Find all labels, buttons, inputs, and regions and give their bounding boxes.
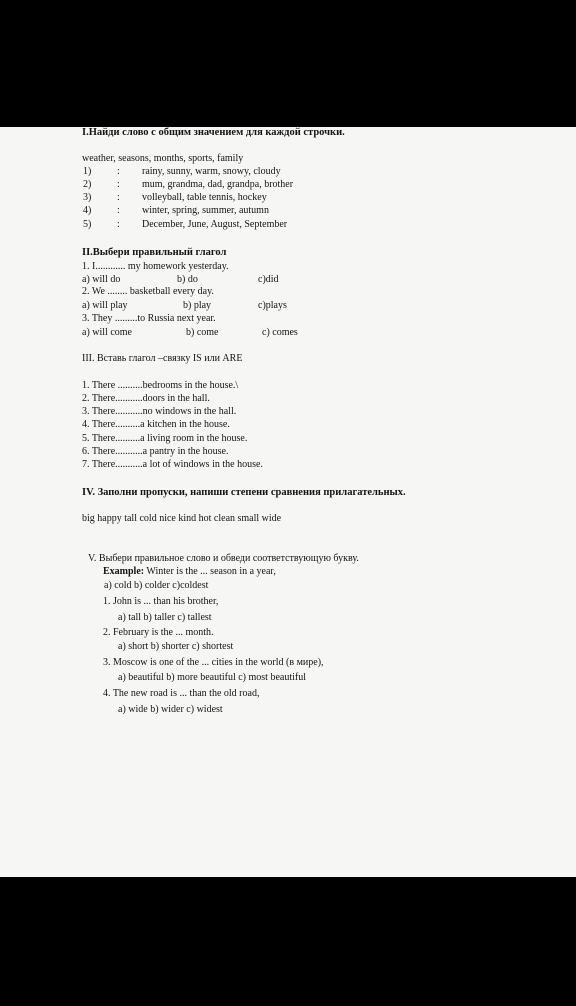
row-number: 1) [83, 166, 92, 177]
option-c: c)plays [258, 300, 287, 311]
list-item: 1. There ..........bedrooms in the house.\ [82, 380, 239, 391]
row-text: mum, grandma, dad, grandpa, brother [142, 179, 294, 190]
option-a: a) will do [82, 274, 121, 285]
row-number: 4) [83, 205, 92, 216]
question-text: 1. John is ... than his brother, [103, 596, 219, 607]
question-text: 3. Moscow is one of the ... cities in the world (в мире), [103, 657, 324, 668]
example-label: Example: [103, 566, 145, 577]
row-number: 2) [83, 179, 92, 190]
question-text: 2. We ........ basketball every day. [82, 286, 214, 297]
row-colon: : [117, 205, 120, 216]
section-1-heading: I.Найди слово с общим значением для каждой строчки. [82, 127, 345, 138]
option-b: b) do [177, 274, 198, 285]
section-2-heading: II.Выбери правильный глагол [82, 247, 227, 258]
answer-options: a) tall b) taller c) tallest [118, 612, 212, 623]
row-text: rainy, sunny, warm, snowy, cloudy [142, 166, 281, 177]
example-text: Winter is the ... season in a year, [144, 566, 276, 577]
option-b: b) play [183, 300, 212, 311]
question-text: 3. They .........to Russia next year. [82, 313, 216, 324]
option-b: b) come [186, 327, 219, 338]
option-a: a) will play [82, 300, 128, 311]
row-text: winter, spring, summer, autumn [142, 205, 269, 216]
row-colon: : [117, 166, 120, 177]
option-a: a) will come [82, 327, 132, 338]
option-c: c)did [258, 274, 279, 285]
row-colon: : [117, 219, 120, 230]
row-text: December, June, August, September [142, 219, 288, 230]
section-5-heading: V. Выбери правильное слово и обведи соответствующую букву. [88, 553, 359, 564]
question-text: 1. I............ my homework yesterday. [82, 261, 229, 272]
list-item: 2. There...........doors in the hall. [82, 393, 210, 404]
list-item: 6. There...........a pantry in the house. [82, 446, 229, 457]
example-line [103, 566, 276, 578]
question-text: 2. February is the ... month. [103, 627, 214, 638]
list-item: 4. There..........a kitchen in the house. [82, 419, 230, 430]
list-item: 3. There...........no windows in the hall. [82, 406, 237, 417]
row-text: volleyball, table tennis, hockey [142, 192, 267, 203]
row-colon: : [117, 192, 120, 203]
section-1-word-bank: weather, seasons, months, sports, family [82, 153, 244, 164]
example-options: a) cold b) colder c)coldest [104, 580, 209, 591]
answer-options: a) wide b) wider c) widest [118, 704, 223, 715]
list-item: 5. There..........a living room in the house. [82, 433, 248, 444]
section-4-word-bank: big happy tall cold nice kind hot clean small wide [82, 513, 282, 524]
option-c: c) comes [262, 327, 298, 338]
answer-options: a) beautiful b) more beautiful c) most beautiful [118, 672, 306, 683]
list-item: 7. There...........a lot of windows in the house. [82, 459, 263, 470]
question-text: 4. The new road is ... than the old road, [103, 688, 260, 699]
section-3-heading: III. Вставь глагол –связку IS или ARE [82, 353, 243, 364]
section-4-heading: IV. Заполни пропуски, напиши степени сравнения прилагательных. [82, 487, 406, 498]
answer-options: a) short b) shorter c) shortest [118, 641, 234, 652]
row-number: 3) [83, 192, 92, 203]
row-number: 5) [83, 219, 92, 230]
row-colon: : [117, 179, 120, 190]
worksheet-page [0, 127, 576, 877]
